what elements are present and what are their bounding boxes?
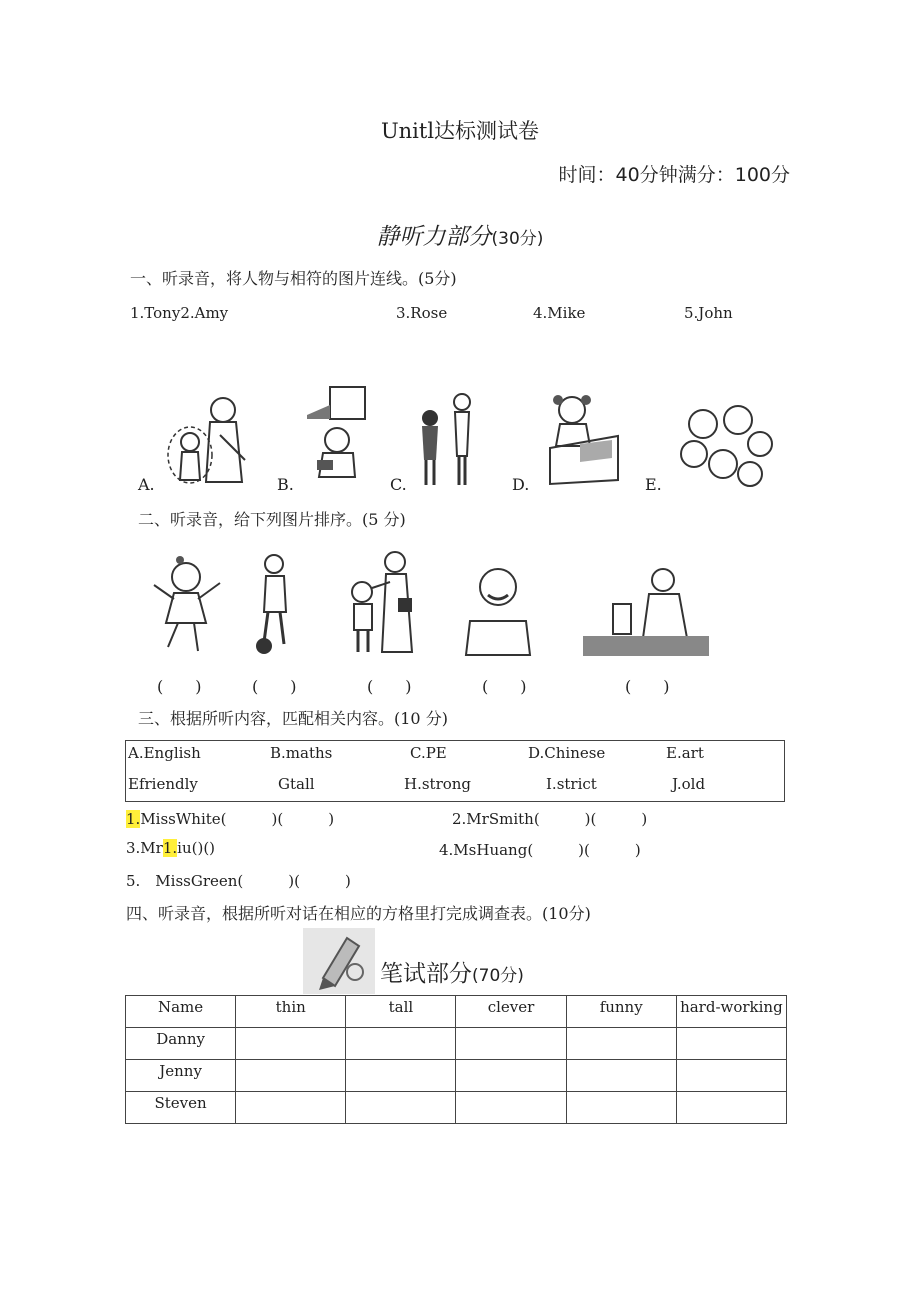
q1-letter-c: C.	[390, 475, 407, 494]
table-cell[interactable]	[236, 1028, 346, 1060]
col-header: Name	[126, 996, 236, 1028]
match-1-text: MissWhite( )( )	[140, 810, 335, 828]
table-row	[126, 1028, 787, 1060]
col-header: thin	[236, 996, 346, 1028]
option-h: H.strong	[404, 775, 472, 793]
match-3-suffix: iu()()	[177, 839, 216, 857]
q2-picture-old-man	[460, 563, 535, 658]
option-a: A.English	[128, 744, 201, 762]
table-cell[interactable]	[566, 1060, 676, 1092]
option-j: J.old	[672, 775, 706, 793]
option-d: D.Chinese	[528, 744, 606, 762]
row-name: Jenny	[126, 1060, 236, 1092]
pencil-icon	[303, 928, 375, 994]
q3-options-box	[125, 740, 785, 802]
match-5[interactable]: 5. MissGreen( )( )	[126, 872, 351, 890]
table-cell[interactable]	[346, 1092, 456, 1124]
table-cell[interactable]	[676, 1092, 786, 1124]
q1-name-2: 3.Rose	[396, 304, 448, 322]
q2-paren-1[interactable]: ( )	[157, 677, 202, 696]
question-3-text: 三、根据所听内容，匹配相关内容。(10 分)	[138, 709, 448, 728]
q2-picture-teacher-child	[340, 548, 420, 658]
q1-picture-a	[160, 390, 255, 490]
page-title: Unitl达标测试卷	[380, 119, 540, 143]
match-3-prefix: 3.Mr	[126, 839, 163, 857]
option-b: B.maths	[270, 744, 333, 762]
table-cell[interactable]	[676, 1060, 786, 1092]
q1-name-1: 1.Tony2.Amy	[130, 304, 229, 322]
table-cell[interactable]	[236, 1092, 346, 1124]
col-header: clever	[456, 996, 566, 1028]
match-4[interactable]: 4.MsHuang( )( )	[439, 841, 641, 859]
q1-name-3: 4.Mike	[533, 304, 586, 322]
q1-picture-d	[540, 388, 620, 488]
q1-letter-e: E.	[645, 475, 662, 494]
q1-picture-e	[678, 402, 773, 492]
col-header: hard-working	[676, 996, 786, 1028]
listening-heading	[0, 218, 920, 251]
written-heading	[380, 955, 524, 988]
option-i: I.strict	[546, 775, 597, 793]
table-cell[interactable]	[566, 1028, 676, 1060]
table-header-row	[126, 996, 787, 1028]
written-heading-text: 笔试部分	[380, 961, 472, 987]
q2-picture-girl	[150, 555, 225, 660]
table-row	[126, 1060, 787, 1092]
match-3-highlight: 1.	[162, 839, 178, 857]
option-c: C.PE	[410, 744, 447, 762]
q2-paren-3[interactable]: ( )	[367, 677, 412, 696]
listening-heading-text: 静听力部分	[376, 224, 492, 250]
table-cell[interactable]	[456, 1092, 566, 1124]
written-heading-score: (70分)	[472, 966, 524, 986]
match-3[interactable]	[126, 839, 215, 857]
listening-heading-score: (30分)	[491, 229, 544, 249]
q2-paren-4[interactable]: ( )	[482, 677, 527, 696]
q1-picture-b	[305, 385, 370, 490]
q1-letter-b: B.	[277, 475, 294, 494]
question-2-text: 二、听录音，给下列图片排序。(5 分)	[138, 510, 406, 529]
table-cell[interactable]	[456, 1028, 566, 1060]
table-row	[126, 1092, 787, 1124]
option-g: Gtall	[278, 775, 315, 793]
table-cell[interactable]	[346, 1028, 456, 1060]
row-name: Steven	[126, 1092, 236, 1124]
option-f: Efriendly	[128, 775, 198, 793]
table-cell[interactable]	[566, 1092, 676, 1124]
q2-paren-2[interactable]: ( )	[252, 677, 297, 696]
row-name: Danny	[126, 1028, 236, 1060]
q2-paren-5[interactable]: ( )	[625, 677, 670, 696]
q2-picture-scientist	[583, 560, 711, 660]
option-e: E.art	[666, 744, 704, 762]
match-1-number: 1.	[126, 810, 141, 828]
table-cell[interactable]	[676, 1028, 786, 1060]
q2-picture-boy-phone	[250, 552, 305, 657]
table-cell[interactable]	[456, 1060, 566, 1092]
table-cell[interactable]	[236, 1060, 346, 1092]
q1-letter-d: D.	[512, 475, 530, 494]
q1-letter-a: A.	[138, 475, 155, 494]
col-header: funny	[566, 996, 676, 1028]
match-2[interactable]: 2.MrSmith( )( )	[452, 810, 648, 828]
col-header: tall	[346, 996, 456, 1028]
question-1-text: 一、听录音，将人物与相符的图片连线。(5分)	[130, 269, 457, 288]
survey-table	[125, 995, 787, 1124]
match-1[interactable]	[126, 808, 334, 829]
question-4-text: 四、听录音，根据所听对话在相应的方格里打完成调查表。(10分)	[126, 904, 591, 923]
q1-name-4: 5.John	[684, 304, 733, 322]
time-info: 时间：40分钟满分：100分	[558, 164, 790, 186]
q1-picture-c	[410, 390, 480, 490]
table-cell[interactable]	[346, 1060, 456, 1092]
